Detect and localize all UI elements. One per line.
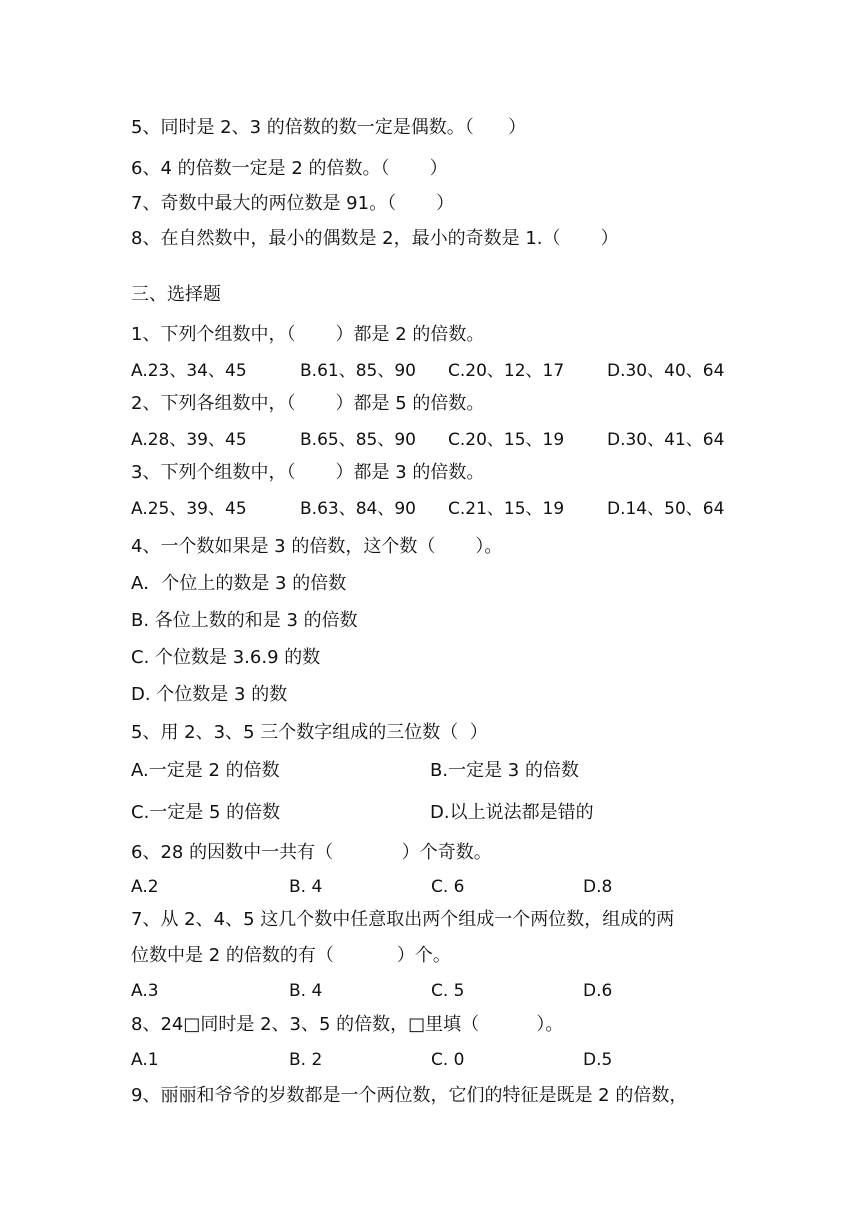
question-6-option-d: D.8 xyxy=(583,877,613,897)
question-3-stem: 3、下列个组数中，（ ）都是 3 的倍数。 xyxy=(131,462,485,483)
question-7-option-a: A.3 xyxy=(131,981,159,1001)
question-5-option-b: B.一定是 3 的倍数 xyxy=(430,760,579,781)
question-2-option-b: B.65、85、90 xyxy=(300,430,416,450)
question-2-option-a: A.28、39、45 xyxy=(131,430,247,450)
judgement-item-7: 7、奇数中最大的两位数是 91。（ ） xyxy=(131,193,455,214)
question-1-option-c: C.20、12、17 xyxy=(448,361,565,381)
question-9-stem: 9、丽丽和爷爷的岁数都是一个两位数，它们的特征是既是 2 的倍数， xyxy=(131,1085,688,1106)
question-3-option-a: A.25、39、45 xyxy=(131,499,247,519)
question-3-option-c: C.21、15、19 xyxy=(448,499,565,519)
question-2-stem: 2、下列各组数中，（ ）都是 5 的倍数。 xyxy=(131,393,485,414)
question-6-stem: 6、28 的因数中一共有（ ）个奇数。 xyxy=(131,842,492,863)
question-1-option-d: D.30、40、64 xyxy=(607,361,725,381)
question-7-stem-line-1: 7、从 2、4、5 这几个数中任意取出两个组成一个两位数，组成的两 xyxy=(131,909,675,930)
question-4-option-a: A．个位上的数是 3 的倍数 xyxy=(131,573,347,594)
question-5-option-a: A.一定是 2 的倍数 xyxy=(131,760,280,781)
question-8-option-a: A.1 xyxy=(131,1050,159,1070)
question-4-option-c: C. 个位数是 3.6.9 的数 xyxy=(131,647,321,668)
question-4-option-b: B. 各位上数的和是 3 的倍数 xyxy=(131,610,358,631)
question-7-stem-line-2: 位数中是 2 的倍数的有（ ）个。 xyxy=(131,945,451,966)
question-7-option-d: D.6 xyxy=(583,981,613,1001)
question-3-option-b: B.63、84、90 xyxy=(300,499,416,519)
question-8-option-d: D.5 xyxy=(583,1050,613,1070)
question-4-stem: 4、一个数如果是 3 的倍数，这个数（ ）。 xyxy=(131,536,503,557)
question-7-option-c: C. 5 xyxy=(431,981,465,1001)
question-4-option-d: D. 个位数是 3 的数 xyxy=(131,684,288,705)
question-1-option-b: B.61、85、90 xyxy=(300,361,416,381)
section-title: 三、选择题 xyxy=(131,284,221,305)
judgement-item-5: 5、同时是 2、3 的倍数的数一定是偶数。（ ） xyxy=(131,117,527,138)
question-2-option-d: D.30、41、64 xyxy=(607,430,725,450)
question-6-option-b: B. 4 xyxy=(289,877,323,897)
question-2-option-c: C.20、15、19 xyxy=(448,430,565,450)
question-6-option-c: C. 6 xyxy=(431,877,465,897)
question-6-option-a: A.2 xyxy=(131,877,159,897)
judgement-item-8: 8、在自然数中，最小的偶数是 2，最小的奇数是 1.（ ） xyxy=(131,228,619,249)
question-1-option-a: A.23、34、45 xyxy=(131,361,247,381)
question-7-option-b: B. 4 xyxy=(289,981,323,1001)
question-8-option-c: C. 0 xyxy=(431,1050,465,1070)
question-5-stem: 5、用 2、3、5 三个数字组成的三位数（ ） xyxy=(131,722,488,743)
question-5-option-c: C.一定是 5 的倍数 xyxy=(131,802,281,823)
question-5-option-d: D.以上说法都是错的 xyxy=(430,802,594,823)
question-8-stem: 8、24□同时是 2、3、5 的倍数，□里填（ ）。 xyxy=(131,1014,564,1035)
question-3-option-d: D.14、50、64 xyxy=(607,499,725,519)
question-1-stem: 1、下列个组数中，（ ）都是 2 的倍数。 xyxy=(131,324,485,345)
judgement-item-6: 6、4 的倍数一定是 2 的倍数。（ ） xyxy=(131,158,448,179)
question-8-option-b: B. 2 xyxy=(289,1050,323,1070)
